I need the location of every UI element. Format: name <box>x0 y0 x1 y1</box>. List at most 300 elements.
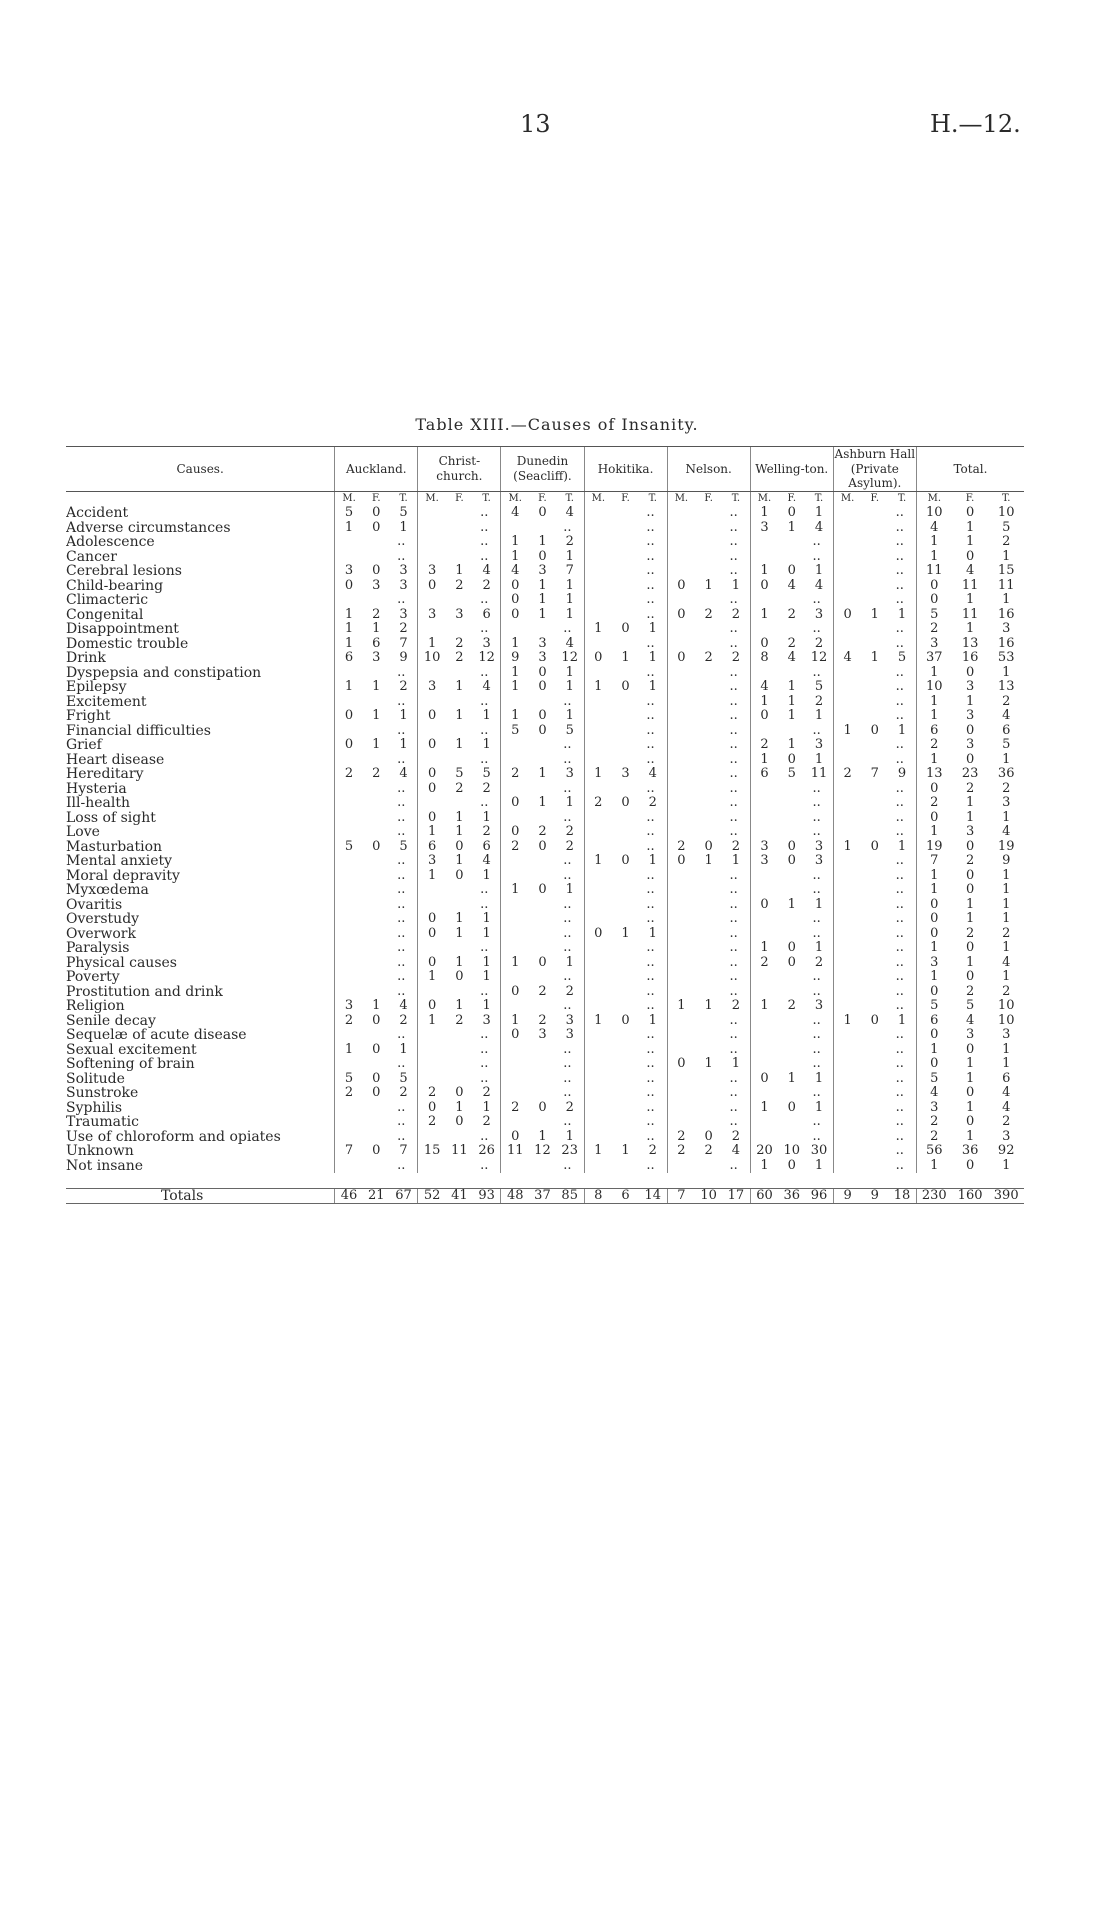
value-cell: 2 <box>814 694 824 709</box>
value-cell: 4 <box>501 506 529 521</box>
subheader-m: M. <box>750 491 778 506</box>
cause-label: Prostitution and drink <box>66 984 223 999</box>
value-cell: 0 <box>538 839 547 854</box>
value-cell: 0 <box>621 796 630 810</box>
empty-cell: .. <box>833 1130 916 1145</box>
empty-cell: .. <box>418 622 501 637</box>
empty-cell: .. <box>418 985 501 1000</box>
value-cell: 0 <box>750 1072 778 1087</box>
empty-cell: .. <box>418 898 501 913</box>
empty-cell: .. <box>833 985 916 1000</box>
value-cell: 10 <box>997 999 1015 1013</box>
value-cell: 1 <box>335 637 363 652</box>
value-cell: 1 <box>418 637 446 652</box>
empty-cell: .. <box>501 970 584 985</box>
table-row <box>66 956 1024 971</box>
empty-cell: .. <box>584 811 667 826</box>
value-cell: 0 <box>584 927 612 942</box>
table-title: Table XIII.—Causes of Insanity. <box>415 415 699 434</box>
cause-label: Fright <box>66 709 111 724</box>
value-cell: 1 <box>538 767 547 781</box>
value-cell: 0 <box>335 579 363 594</box>
value-cell: 0 <box>787 941 796 955</box>
table-row <box>66 695 1024 710</box>
column-header-6: Ashburn Hall (Private Asylum). <box>834 447 916 490</box>
value-cell: 2 <box>787 607 796 622</box>
total-value-cell: 8 <box>584 1188 612 1204</box>
empty-cell: .. <box>418 521 501 536</box>
total-value-cell: 21 <box>363 1188 390 1204</box>
value-cell: 2 <box>833 767 861 782</box>
value-cell: 0 <box>418 709 446 724</box>
subheader-f: F. <box>372 492 381 504</box>
empty-cell: .. <box>667 927 750 942</box>
value-cell: 0 <box>916 593 951 608</box>
total-value-cell: 390 <box>988 1188 1024 1204</box>
table-row <box>66 869 1024 884</box>
value-cell: 1 <box>501 1014 529 1029</box>
value-cell: 1 <box>814 1071 824 1086</box>
value-cell: 0 <box>621 622 630 636</box>
value-cell: 3 <box>814 999 824 1013</box>
column-header-5: Welling-ton. <box>750 447 833 492</box>
value-cell: 4 <box>916 1086 951 1101</box>
value-cell: 1 <box>870 607 879 622</box>
value-cell: 1 <box>916 1159 951 1174</box>
value-cell: 2 <box>916 796 951 811</box>
cause-label: Use of chloroform and opiates <box>66 1129 281 1144</box>
empty-cell: .. <box>667 709 750 724</box>
value-cell: 1 <box>916 1043 951 1058</box>
value-cell: 2 <box>501 767 529 782</box>
value-cell: 0 <box>372 1071 381 1086</box>
total-value-cell: 52 <box>418 1188 446 1204</box>
value-cell: 1 <box>399 1042 408 1057</box>
value-cell: 2 <box>704 607 713 622</box>
cause-label: Ovaritis <box>66 897 123 912</box>
value-cell: 1 <box>787 709 796 723</box>
cause-label: Heart disease <box>66 752 165 767</box>
value-cell: 0 <box>965 1042 975 1057</box>
value-cell: 1 <box>455 564 464 578</box>
value-cell: 0 <box>501 579 529 594</box>
value-cell: 6 <box>1002 1071 1011 1086</box>
value-cell: 5 <box>965 999 975 1013</box>
value-cell: 4 <box>916 521 951 536</box>
value-cell: 1 <box>704 854 713 868</box>
value-cell: 30 <box>810 1144 828 1158</box>
value-cell: 5 <box>399 839 408 854</box>
value-cell: 1 <box>1002 593 1011 607</box>
value-cell: 0 <box>916 985 951 1000</box>
value-cell: 4 <box>482 564 491 578</box>
value-cell: 0 <box>501 1028 529 1043</box>
table-row <box>66 680 1024 695</box>
value-cell: 2 <box>704 1144 713 1158</box>
empty-cell: .. <box>584 869 667 884</box>
column-header-1: Christ-church. <box>418 447 501 492</box>
total-value-cell: 230 <box>916 1188 951 1204</box>
empty-cell: .. <box>584 782 667 797</box>
empty-cell: .. <box>667 637 750 652</box>
empty-cell: .. <box>584 941 667 956</box>
value-cell: 2 <box>482 1086 491 1100</box>
value-cell: 1 <box>538 1129 547 1144</box>
value-cell: 2 <box>565 984 574 999</box>
value-cell: 3 <box>1002 622 1011 636</box>
table-row <box>66 1101 1024 1116</box>
table-row <box>66 825 1024 840</box>
empty-cell: .. <box>667 1014 750 1029</box>
empty-cell: .. <box>750 869 833 884</box>
empty-cell: .. <box>833 579 916 594</box>
empty-cell: .. <box>667 767 750 782</box>
value-cell: 2 <box>482 1115 491 1129</box>
value-cell: 0 <box>965 549 975 564</box>
value-cell: 0 <box>418 912 446 927</box>
value-cell: 1 <box>335 622 363 637</box>
value-cell: 1 <box>501 550 529 565</box>
cause-label: Traumatic <box>66 1115 139 1130</box>
empty-cell: .. <box>418 550 501 565</box>
empty-cell: .. <box>335 753 418 768</box>
table-row <box>66 564 1024 579</box>
subheader-t: T. <box>814 492 824 504</box>
value-cell: 3 <box>399 607 408 622</box>
empty-cell: .. <box>750 622 833 637</box>
value-cell: 2 <box>1002 984 1011 999</box>
empty-cell: .. <box>833 637 916 652</box>
value-cell: 0 <box>335 738 363 753</box>
value-cell: 2 <box>916 738 951 753</box>
value-cell: 2 <box>455 651 464 665</box>
empty-cell: .. <box>750 593 833 608</box>
value-cell: 0 <box>418 579 446 594</box>
value-cell: 4 <box>1002 1086 1011 1100</box>
empty-cell: .. <box>584 593 667 608</box>
value-cell: 1 <box>814 941 824 955</box>
value-cell: 0 <box>787 1100 796 1115</box>
empty-cell: .. <box>833 550 916 565</box>
cause-label: Domestic trouble <box>66 636 189 651</box>
empty-cell: .. <box>667 811 750 826</box>
value-cell: 56 <box>916 1144 951 1159</box>
value-cell: 1 <box>482 738 491 752</box>
value-cell: 1 <box>482 970 491 984</box>
value-cell: 0 <box>455 868 464 883</box>
value-cell: 4 <box>787 578 796 593</box>
empty-cell: .. <box>418 1043 501 1058</box>
empty-cell: .. <box>833 941 916 956</box>
table-row <box>66 898 1024 913</box>
value-cell: 53 <box>997 651 1015 665</box>
empty-cell: .. <box>584 564 667 579</box>
total-value-cell: 14 <box>639 1188 667 1204</box>
value-cell: 3 <box>814 854 824 868</box>
value-cell: 5 <box>399 1071 408 1086</box>
value-cell: 3 <box>814 738 824 752</box>
empty-cell: .. <box>501 1115 584 1130</box>
value-cell: 1 <box>455 854 464 868</box>
value-cell: 5 <box>335 840 363 855</box>
value-cell: 6 <box>482 607 491 622</box>
value-cell: 11 <box>961 607 979 622</box>
value-cell: 2 <box>565 839 574 854</box>
value-cell: 0 <box>455 970 464 984</box>
value-cell: 0 <box>965 1158 975 1173</box>
table-row <box>66 854 1024 869</box>
cause-label: Excitement <box>66 694 147 709</box>
value-cell: 2 <box>731 651 741 665</box>
value-cell: 2 <box>584 796 612 811</box>
empty-cell: .. <box>750 912 833 927</box>
subheader-m: M. <box>584 491 612 506</box>
value-cell: 0 <box>621 1013 630 1028</box>
value-cell: 7 <box>399 636 408 651</box>
empty-cell: .. <box>418 753 501 768</box>
cause-label: Physical causes <box>66 955 177 970</box>
value-cell: 4 <box>965 1013 975 1028</box>
empty-cell: .. <box>584 753 667 768</box>
value-cell: 1 <box>814 1100 824 1115</box>
value-cell: 3 <box>750 521 778 536</box>
value-cell: 1 <box>538 796 547 810</box>
empty-cell: .. <box>584 666 667 681</box>
empty-cell: .. <box>584 506 667 521</box>
empty-cell: .. <box>750 550 833 565</box>
empty-cell: .. <box>335 970 418 985</box>
value-cell: 2 <box>916 622 951 637</box>
value-cell: 1 <box>897 723 907 738</box>
table-row <box>66 593 1024 608</box>
value-cell: 5 <box>897 651 907 665</box>
value-cell: 4 <box>787 651 796 665</box>
value-cell: 37 <box>916 651 951 666</box>
value-cell: 1 <box>750 941 778 956</box>
value-cell: 1 <box>482 868 491 883</box>
subheader-t: T. <box>482 492 491 504</box>
table-row <box>66 666 1024 681</box>
cause-label: Cerebral lesions <box>66 564 182 579</box>
value-cell: 1 <box>750 695 778 710</box>
value-cell: 1 <box>897 839 907 854</box>
empty-cell: .. <box>667 1028 750 1043</box>
value-cell: 1 <box>565 549 574 564</box>
value-cell: 2 <box>1002 535 1011 549</box>
value-cell: 9 <box>501 651 529 666</box>
value-cell: 3 <box>455 607 464 622</box>
value-cell: 1 <box>372 738 381 752</box>
value-cell: 12 <box>478 651 495 665</box>
value-cell: 1 <box>814 564 824 578</box>
empty-cell: .. <box>584 535 667 550</box>
empty-cell: .. <box>501 753 584 768</box>
value-cell: 0 <box>916 912 951 927</box>
value-cell: 26 <box>478 1144 495 1158</box>
causes-header: Causes. <box>66 447 335 492</box>
empty-cell: .. <box>833 1072 916 1087</box>
value-cell: 2 <box>565 1100 574 1115</box>
value-cell: 12 <box>810 651 828 665</box>
value-cell: 1 <box>1002 897 1011 912</box>
value-cell: 6 <box>916 1014 951 1029</box>
value-cell: 4 <box>399 767 408 781</box>
subheader-t: T. <box>565 492 574 504</box>
empty-cell: .. <box>667 564 750 579</box>
value-cell: 1 <box>482 912 491 926</box>
value-cell: 6 <box>482 839 491 854</box>
empty-cell: .. <box>667 941 750 956</box>
cause-label: Disappointment <box>66 622 179 637</box>
value-cell: 1 <box>538 535 547 549</box>
empty-cell: .. <box>667 912 750 927</box>
table-row <box>66 811 1024 826</box>
value-cell: 1 <box>731 578 741 593</box>
value-cell: 1 <box>814 752 824 767</box>
value-cell: 0 <box>538 709 547 723</box>
empty-cell: .. <box>667 1086 750 1101</box>
value-cell: 2 <box>538 1013 547 1028</box>
value-cell: 0 <box>538 1100 547 1115</box>
empty-cell: .. <box>833 970 916 985</box>
value-cell: 0 <box>501 796 529 811</box>
empty-cell: .. <box>584 1101 667 1116</box>
empty-cell: .. <box>750 1130 833 1145</box>
value-cell: 7 <box>565 564 574 578</box>
subheader-m: M. <box>833 491 861 506</box>
total-value-cell: 41 <box>446 1188 473 1204</box>
empty-cell: .. <box>833 796 916 811</box>
value-cell: 2 <box>965 984 975 999</box>
table-body <box>66 491 1024 1204</box>
table-row <box>66 999 1024 1014</box>
empty-cell: .. <box>584 970 667 985</box>
value-cell: 5 <box>916 1072 951 1087</box>
cause-label: Accident <box>66 506 129 521</box>
empty-cell: .. <box>418 535 501 550</box>
empty-cell: .. <box>584 1086 667 1101</box>
causes-table <box>66 446 1024 1204</box>
value-cell: 1 <box>501 883 529 898</box>
table-row <box>66 738 1024 753</box>
cause-label: Grief <box>66 738 102 753</box>
value-cell: 0 <box>965 723 975 738</box>
value-cell: 3 <box>1002 796 1011 810</box>
value-cell: 3 <box>538 651 547 665</box>
empty-cell: .. <box>501 521 584 536</box>
empty-cell: .. <box>833 738 916 753</box>
value-cell: 2 <box>418 1086 446 1101</box>
empty-cell: .. <box>335 927 418 942</box>
value-cell: 1 <box>704 1057 713 1071</box>
value-cell: 1 <box>501 680 529 695</box>
table-row <box>66 579 1024 594</box>
value-cell: 1 <box>584 854 612 869</box>
empty-cell: .. <box>750 796 833 811</box>
empty-cell: .. <box>833 593 916 608</box>
value-cell: 4 <box>565 636 574 651</box>
total-value-cell: 9 <box>833 1188 861 1204</box>
empty-cell: .. <box>584 1043 667 1058</box>
empty-cell: .. <box>584 1072 667 1087</box>
value-cell: 1 <box>916 941 951 956</box>
empty-cell: .. <box>833 506 916 521</box>
subheader-m: M. <box>335 491 363 506</box>
value-cell: 0 <box>787 506 796 520</box>
value-cell: 2 <box>965 854 975 868</box>
empty-cell: .. <box>584 579 667 594</box>
empty-cell: .. <box>667 1115 750 1130</box>
empty-cell: .. <box>833 999 916 1014</box>
empty-cell: .. <box>584 1115 667 1130</box>
value-cell: 0 <box>916 898 951 913</box>
value-cell: 2 <box>731 839 741 854</box>
cause-label: Loss of sight <box>66 810 156 825</box>
value-cell: 6 <box>418 840 446 855</box>
value-cell: 2 <box>648 796 657 810</box>
empty-cell: .. <box>750 825 833 840</box>
value-cell: 1 <box>916 666 951 681</box>
value-cell: 3 <box>538 636 547 651</box>
value-cell: 1 <box>814 709 824 723</box>
value-cell: 3 <box>916 637 951 652</box>
value-cell: 1 <box>455 1100 464 1115</box>
value-cell: 1 <box>750 1101 778 1116</box>
value-cell: 0 <box>501 593 529 608</box>
value-cell: 0 <box>621 680 630 694</box>
value-cell: 2 <box>418 1115 446 1130</box>
subheader-f: F. <box>621 492 630 504</box>
value-cell: 3 <box>750 854 778 869</box>
empty-cell: .. <box>833 811 916 826</box>
total-value-cell: 60 <box>750 1188 778 1204</box>
value-cell: 13 <box>997 680 1015 694</box>
value-cell: 1 <box>418 869 446 884</box>
value-cell: 1 <box>482 1100 491 1115</box>
value-cell: 3 <box>965 709 975 723</box>
empty-cell: .. <box>501 999 584 1014</box>
value-cell: 6 <box>1002 723 1011 738</box>
value-cell: 1 <box>916 709 951 724</box>
empty-cell: .. <box>750 811 833 826</box>
value-cell: 3 <box>965 738 975 752</box>
total-value-cell: 9 <box>861 1188 888 1204</box>
empty-cell: .. <box>501 811 584 826</box>
value-cell: 3 <box>965 825 975 839</box>
value-cell: 1 <box>965 810 975 825</box>
value-cell: 0 <box>584 651 612 666</box>
empty-cell: .. <box>501 782 584 797</box>
value-cell: 3 <box>565 1028 574 1042</box>
empty-cell: .. <box>335 666 418 681</box>
value-cell: 2 <box>482 578 491 593</box>
value-cell: 9 <box>399 651 408 665</box>
value-cell: 0 <box>870 1013 879 1028</box>
value-cell: 0 <box>418 956 446 971</box>
cause-label: Hysteria <box>66 781 127 796</box>
value-cell: 1 <box>750 608 778 623</box>
value-cell: 0 <box>372 1144 381 1158</box>
value-cell: 3 <box>814 607 824 622</box>
value-cell: 2 <box>455 636 464 651</box>
table-row <box>66 927 1024 942</box>
cause-label: Syphilis <box>66 1100 123 1115</box>
empty-cell: .. <box>833 1086 916 1101</box>
empty-cell: .. <box>584 709 667 724</box>
value-cell: 2 <box>482 781 491 796</box>
value-cell: 1 <box>833 840 861 855</box>
value-cell: 0 <box>965 941 975 955</box>
